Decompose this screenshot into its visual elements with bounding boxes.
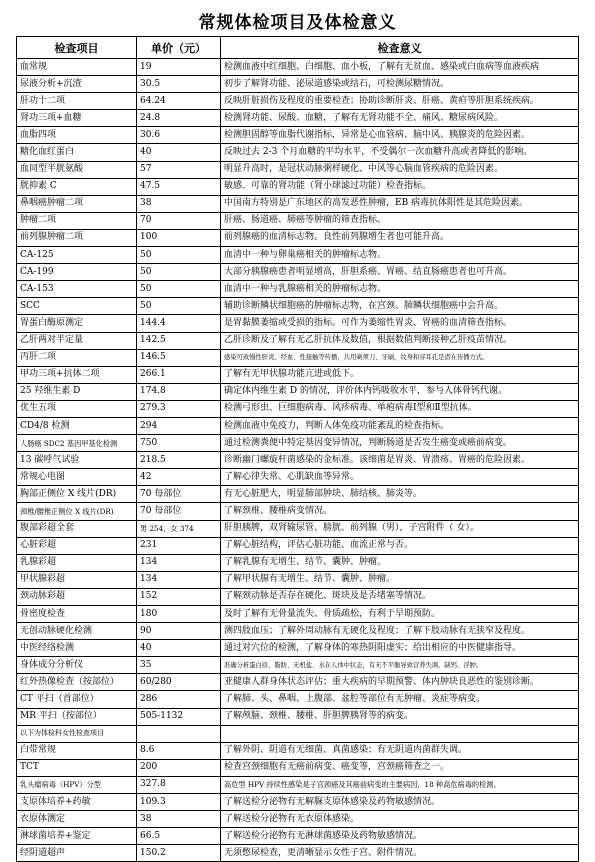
cell-item: 血同型半胱氨酸 bbox=[17, 161, 137, 178]
cell-price: 231 bbox=[137, 537, 221, 554]
cell-item: 衣原体测定 bbox=[17, 811, 137, 828]
cell-price: 200 bbox=[137, 759, 221, 776]
cell-price: 146.5 bbox=[137, 349, 221, 366]
cell-meaning: 感染可致慢性肝炎、经血、性接触等传播，共用剃须刀、牙刷，纹身和穿耳孔是潜在传播方式。 bbox=[221, 349, 579, 366]
cell-price: 70 每部位 bbox=[137, 486, 221, 503]
cell-price: 35 bbox=[137, 657, 221, 674]
cell-price: 70 每部位 bbox=[137, 503, 221, 520]
cell-item: 肝功十二项 bbox=[17, 93, 137, 110]
cell-price: 174.8 bbox=[137, 383, 221, 400]
cell-meaning: 检查宫颈细胞有无癌前病变、癌变等，宫颈癌筛查之一。 bbox=[221, 759, 579, 776]
cell-price: 327.8 bbox=[137, 776, 221, 793]
table-row bbox=[17, 606, 579, 623]
cell-meaning: 检测胆固醇等血脂代谢指标，异常是心血管病、脑中风、胰腺炎的危险因素。 bbox=[221, 127, 579, 144]
cell-meaning: 前列腺癌的血清标志物。良性前列腺增生者也可能升高。 bbox=[221, 229, 579, 246]
cell-meaning: 大部分胰腺癌患者明显增高，肝胆系癌、胃癌、结直肠癌患者也可升高。 bbox=[221, 264, 579, 281]
table-row bbox=[17, 657, 579, 674]
cell-item: 中医经络检测 bbox=[17, 640, 137, 657]
cell-meaning: 及时了解有无骨量流失、骨质疏松，有利于早期预防。 bbox=[221, 606, 579, 623]
cell-item: TCT bbox=[17, 759, 137, 776]
cell-meaning: 了解颈动脉是否存在硬化、斑块及是否堵塞等情况。 bbox=[221, 588, 579, 605]
table-body bbox=[17, 59, 579, 862]
table-row bbox=[17, 828, 579, 845]
table-row bbox=[17, 212, 579, 229]
table-row bbox=[17, 59, 579, 76]
header-price: 单价（元） bbox=[137, 37, 221, 59]
cell-meaning: 通过对穴位的检测，了解身体的寒热阴阳虚实；给出相应的中医健康指导。 bbox=[221, 640, 579, 657]
table-row bbox=[17, 520, 579, 537]
table-row bbox=[17, 742, 579, 759]
cell-item: 骨密度检查 bbox=[17, 606, 137, 623]
table-row bbox=[17, 110, 579, 127]
cell-price: 60/280 bbox=[137, 674, 221, 691]
table-row bbox=[17, 383, 579, 400]
cell-price: 40 bbox=[137, 144, 221, 161]
cell-item: 经阴道超声 bbox=[17, 845, 137, 862]
cell-price: 134 bbox=[137, 554, 221, 571]
table-row bbox=[17, 144, 579, 161]
table-row bbox=[17, 298, 579, 315]
cell-meaning: 检测血液中红细胞、白细胞、血小板，了解有无贫血、感染或白血病等血液疾病 bbox=[221, 59, 579, 76]
cell-price: 64.24 bbox=[137, 93, 221, 110]
cell-price: 100 bbox=[137, 229, 221, 246]
table-row bbox=[17, 435, 579, 452]
cell-meaning: 了解送检分泌物有无衣原体感染。 bbox=[221, 811, 579, 828]
cell-meaning: 了解乳腺有无增生、结节、囊肿、肿瘤。 bbox=[221, 554, 579, 571]
table-row bbox=[17, 776, 579, 793]
table-row bbox=[17, 845, 579, 862]
cell-item: 乳腺彩超 bbox=[17, 554, 137, 571]
cell-price: 38 bbox=[137, 811, 221, 828]
cell-meaning: 了解颅脑、颈椎、腰椎、肝胆脾胰肾等的病变。 bbox=[221, 708, 579, 725]
cell-meaning: 有无心脏肥大，明显肺部肿块、肺结核、肺炎等。 bbox=[221, 486, 579, 503]
cell-meaning: 诊断幽门螺旋杆菌感染的金标准。该细菌是胃炎、胃溃疡、胃癌的危险因素。 bbox=[221, 452, 579, 469]
cell-price: 8.6 bbox=[137, 742, 221, 759]
cell-item: 颈椎/腰椎正侧位 X 线片(DR) bbox=[17, 503, 137, 520]
table-row bbox=[17, 332, 579, 349]
header-meaning: 检查意义 bbox=[221, 37, 579, 59]
cell-meaning: 明显升高时，是冠状动脉粥样硬化、中风等心脑血管疾病的危险因素。 bbox=[221, 161, 579, 178]
cell-price: 279.3 bbox=[137, 400, 221, 417]
cell-item: 支原体培养+药敏 bbox=[17, 794, 137, 811]
cell-price: 109.3 bbox=[137, 794, 221, 811]
cell-item: 常规心电图 bbox=[17, 469, 137, 486]
table-row bbox=[17, 264, 579, 281]
cell-item: 血脂四项 bbox=[17, 127, 137, 144]
cell-price: 90 bbox=[137, 623, 221, 640]
cell-meaning: 了解送检分泌物有无淋球菌感染及药物敏感情况。 bbox=[221, 828, 579, 845]
cell-meaning: 了解颈椎、腰椎病变情况。 bbox=[221, 503, 579, 520]
cell-item: 乙肝两对半定量 bbox=[17, 332, 137, 349]
cell-meaning: 通过检测粪便中特定基因变异情况，判断肠道是否发生癌变或癌前病变。 bbox=[221, 435, 579, 452]
cell-item: CD4/8 检测 bbox=[17, 417, 137, 434]
cell-price: 152 bbox=[137, 588, 221, 605]
cell-item: 淋球菌培养+鉴定 bbox=[17, 828, 137, 845]
table-row bbox=[17, 725, 579, 742]
cell-price: 19 bbox=[137, 59, 221, 76]
cell-item: 鼻咽癌肿瘤二项 bbox=[17, 195, 137, 212]
cell-meaning: 测四肢血压；了解外周动脉有无硬化及程度；了解下肢动脉有无狭窄及程度。 bbox=[221, 623, 579, 640]
table-row bbox=[17, 161, 579, 178]
cell-item: 人肠癌 SDC2 基因甲基化检测 bbox=[17, 435, 137, 452]
cell-item: 胱抑素 C bbox=[17, 178, 137, 195]
table-row bbox=[17, 349, 579, 366]
table-header-row bbox=[17, 37, 579, 59]
table-row bbox=[17, 452, 579, 469]
table-row bbox=[17, 195, 579, 212]
table-row bbox=[17, 708, 579, 725]
cell-item: 肿瘤二项 bbox=[17, 212, 137, 229]
table-row bbox=[17, 229, 579, 246]
cell-meaning: 了解肺、头、鼻咽、上腹部、盆腔等部位有无肿瘤、炎症等病变。 bbox=[221, 691, 579, 708]
cell-item: CT 平扫（首部位） bbox=[17, 691, 137, 708]
cell-meaning: 了解心律失常、心肌缺血等异常。 bbox=[221, 469, 579, 486]
cell-item: 前列腺肿瘤二项 bbox=[17, 229, 137, 246]
cell-item: 以下为体检科女性检查项目 bbox=[17, 725, 137, 742]
cell-meaning: 了解送检分泌物有无解脲支原体感染及药物敏感情况。 bbox=[221, 794, 579, 811]
cell-meaning: 辅助诊断鳞状细胞癌的肿瘤标志物，在宫颈、肺鳞状细胞癌中会升高。 bbox=[221, 298, 579, 315]
cell-meaning: 反映肝脏损伤及程度的重要检查；协助诊断肝炎、肝癌、黄疸等肝胆系统疾病。 bbox=[221, 93, 579, 110]
cell-item: 尿液分析+沉渣 bbox=[17, 76, 137, 93]
cell-item: 甲功三项+抗体二项 bbox=[17, 366, 137, 383]
cell-item: 白带常规 bbox=[17, 742, 137, 759]
cell-item: 心脏彩超 bbox=[17, 537, 137, 554]
cell-price: 180 bbox=[137, 606, 221, 623]
cell-meaning: 血清中一种与乳腺癌相关的肿瘤标志物。 bbox=[221, 281, 579, 298]
cell-meaning: 乙肝诊断及了解有无乙肝抗体及数值，根据数值判断接种乙肝疫苗情况。 bbox=[221, 332, 579, 349]
cell-meaning: 肝癌、肠道癌、肺癌等肿瘤的筛查指标。 bbox=[221, 212, 579, 229]
table-row bbox=[17, 503, 579, 520]
cell-price: 144.4 bbox=[137, 315, 221, 332]
cell-price: 50 bbox=[137, 281, 221, 298]
table-row bbox=[17, 281, 579, 298]
table-row bbox=[17, 127, 579, 144]
cell-price: 294 bbox=[137, 417, 221, 434]
cell-item: 胃蛋白酶原测定 bbox=[17, 315, 137, 332]
table-row bbox=[17, 554, 579, 571]
cell-meaning: 肝胆胰脾，双肾输尿管、膀胱、前列腺（男），子宫附件（ 女）。 bbox=[221, 520, 579, 537]
cell-meaning: 了解外阴、阴道有无细菌、真菌感染；有无阴道内菌群失调。 bbox=[221, 742, 579, 759]
cell-price: 30.6 bbox=[137, 127, 221, 144]
cell-meaning: 检测弓形虫、巨细胞病毒、风疹病毒、单疱病毒Ⅰ型和Ⅱ型抗体。 bbox=[221, 400, 579, 417]
cell-meaning: 检测血液中免疫力，判断人体免疫功能紊乱的检查指标。 bbox=[221, 417, 579, 434]
cell-price: 218.5 bbox=[137, 452, 221, 469]
cell-item: CA-199 bbox=[17, 264, 137, 281]
table-row bbox=[17, 247, 579, 264]
cell-meaning bbox=[221, 725, 579, 742]
cell-meaning: 初步了解肾功能、泌尿道感染或结石，可检测尿糖情况。 bbox=[221, 76, 579, 93]
cell-item: 丙肝二项 bbox=[17, 349, 137, 366]
table-row bbox=[17, 76, 579, 93]
cell-price: 50 bbox=[137, 298, 221, 315]
cell-item: 腹部彩超全套 bbox=[17, 520, 137, 537]
cell-item: 25 羟维生素 D bbox=[17, 383, 137, 400]
table-row bbox=[17, 400, 579, 417]
cell-price: 70 bbox=[137, 212, 221, 229]
cell-item: CA-153 bbox=[17, 281, 137, 298]
table-row bbox=[17, 417, 579, 434]
cell-meaning: 准确分析蛋白质、脂肪、无机盐、水在人体中状态，有无不平衡导致营养失调、缺钙、浮肿。 bbox=[221, 657, 579, 674]
table-row bbox=[17, 811, 579, 828]
cell-item: 红外热像检查（按部位） bbox=[17, 674, 137, 691]
cell-price: 24.8 bbox=[137, 110, 221, 127]
cell-item: 身体成分分析仪 bbox=[17, 657, 137, 674]
cell-meaning: 反映过去 2-3 个月血糖的平均水平，不受偶尔一次血糖升高或者降低的影响。 bbox=[221, 144, 579, 161]
cell-item: 肾功三项+血糖 bbox=[17, 110, 137, 127]
cell-meaning: 是胃黏膜萎缩或受损的指标。可作为萎缩性胃炎、胃癌的血清筛查指标。 bbox=[221, 315, 579, 332]
table-row bbox=[17, 366, 579, 383]
cell-item: MR 平扫（按部位） bbox=[17, 708, 137, 725]
table-row bbox=[17, 623, 579, 640]
cell-price: 47.5 bbox=[137, 178, 221, 195]
cell-item: 甲状腺彩超 bbox=[17, 571, 137, 588]
table-row bbox=[17, 588, 579, 605]
cell-meaning: 亚健康人群身体状态评估；重大疾病的早期预警、体内肿块良恶性的鉴别诊断。 bbox=[221, 674, 579, 691]
table-row bbox=[17, 759, 579, 776]
cell-meaning: 无须憋尿检查，更清晰显示女性子宫、附件情况。 bbox=[221, 845, 579, 862]
cell-meaning: 中国南方特别是广东地区的高发恶性肿瘤，EB 病毒抗体阳性是其危险因素。 bbox=[221, 195, 579, 212]
cell-price: 286 bbox=[137, 691, 221, 708]
table-row bbox=[17, 640, 579, 657]
cell-item: 乳头瘤病毒（HPV）分型 bbox=[17, 776, 137, 793]
cell-item: 颈动脉彩超 bbox=[17, 588, 137, 605]
cell-price: 50 bbox=[137, 264, 221, 281]
cell-meaning: 敏感、可靠的肾功能（肾小球滤过功能）检查指标。 bbox=[221, 178, 579, 195]
cell-item: 血常规 bbox=[17, 59, 137, 76]
table-row bbox=[17, 178, 579, 195]
page-title: 常规体检项目及体检意义 bbox=[198, 13, 397, 33]
cell-price: 42 bbox=[137, 469, 221, 486]
cell-item: SCC bbox=[17, 298, 137, 315]
table-row bbox=[17, 674, 579, 691]
cell-price: 142.5 bbox=[137, 332, 221, 349]
cell-price bbox=[137, 725, 221, 742]
cell-item: 糖化血红蛋白 bbox=[17, 144, 137, 161]
table-row bbox=[17, 794, 579, 811]
cell-meaning: 了解有无甲状腺功能亢进或低下。 bbox=[221, 366, 579, 383]
cell-meaning: 了解甲状腺有无增生、结节、囊肿、肿瘤。 bbox=[221, 571, 579, 588]
table-row bbox=[17, 486, 579, 503]
cell-price: 750 bbox=[137, 435, 221, 452]
cell-price: 30.5 bbox=[137, 76, 221, 93]
cell-price: 266.1 bbox=[137, 366, 221, 383]
table-row bbox=[17, 537, 579, 554]
cell-item: 无创动脉硬化检测 bbox=[17, 623, 137, 640]
cell-meaning: 了解心脏结构，评估心脏功能、血流正常与否。 bbox=[221, 537, 579, 554]
table-row bbox=[17, 315, 579, 332]
header-item: 检查项目 bbox=[17, 37, 137, 59]
cell-meaning: 血清中一种与卵巢癌相关的肿瘤标志物。 bbox=[221, 247, 579, 264]
cell-price: 40 bbox=[137, 640, 221, 657]
table-row bbox=[17, 691, 579, 708]
cell-price: 50 bbox=[137, 247, 221, 264]
cell-meaning: 确定体内维生素 D 的情况，评价体内钙吸收水平，参与人体骨钙代谢。 bbox=[221, 383, 579, 400]
cell-price: 57 bbox=[137, 161, 221, 178]
checkup-table bbox=[16, 36, 579, 862]
cell-meaning: 高危型 HPV 持续性感染是子宫颈癌及其癌前病变的主要病因，18 种高危病毒的检测。 bbox=[221, 776, 579, 793]
cell-meaning: 检测肾功能、尿酸、血糖，了解有无肾功能不全、痛风、糖尿病风险。 bbox=[221, 110, 579, 127]
table-row bbox=[17, 93, 579, 110]
cell-price: 150.2 bbox=[137, 845, 221, 862]
cell-item: 13 碳呼气试验 bbox=[17, 452, 137, 469]
table-row bbox=[17, 571, 579, 588]
table-row bbox=[17, 469, 579, 486]
cell-item: 胸部正侧位 X 线片(DR) bbox=[17, 486, 137, 503]
cell-item: 优生五项 bbox=[17, 400, 137, 417]
cell-price: 男 254，女 374 bbox=[137, 520, 221, 537]
cell-price: 134 bbox=[137, 571, 221, 588]
cell-item: CA-125 bbox=[17, 247, 137, 264]
cell-price: 505-1132 bbox=[137, 708, 221, 725]
cell-price: 38 bbox=[137, 195, 221, 212]
cell-price: 66.5 bbox=[137, 828, 221, 845]
